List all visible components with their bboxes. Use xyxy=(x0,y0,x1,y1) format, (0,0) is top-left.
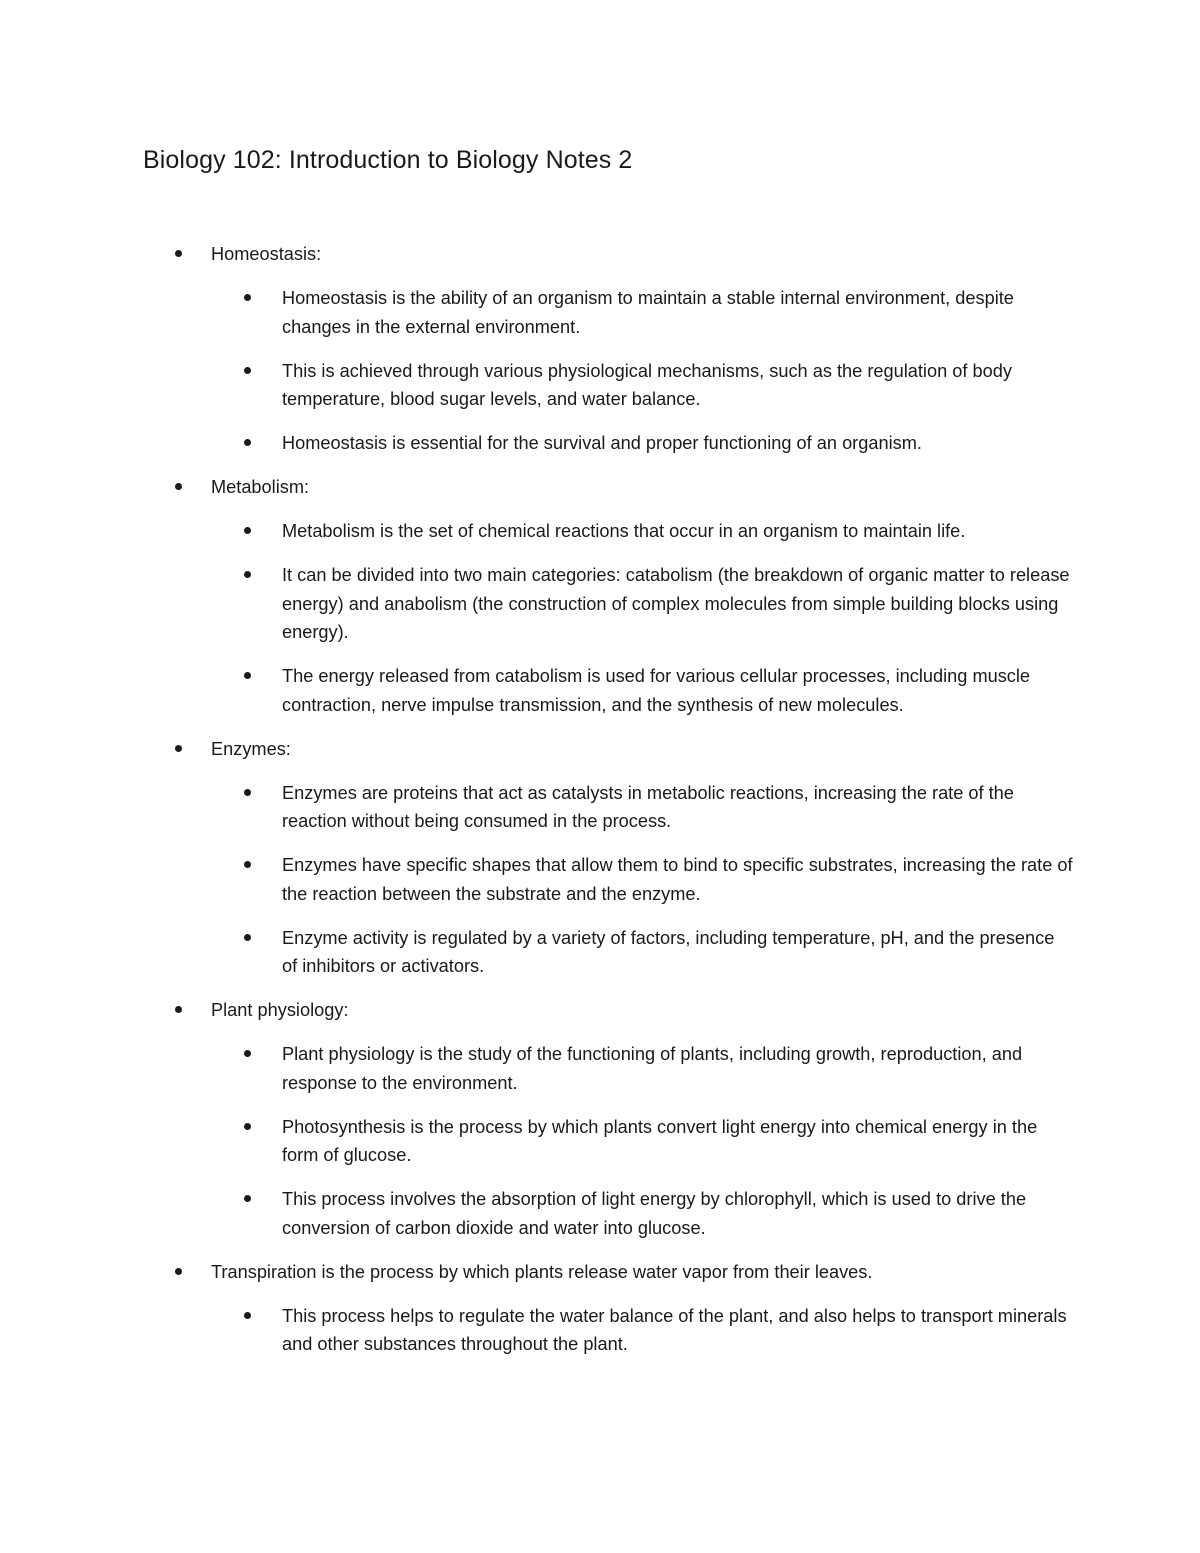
section-heading: Transpiration is the process by which plants release water vapor from their leaves. xyxy=(211,1261,873,1282)
sub-point-text: Enzymes have specific shapes that allow them to bind to specific substrates, increasing the rate of the reaction between the substrate and the enzyme. xyxy=(282,855,1073,904)
sub-point-text: This is achieved through various physiological mechanisms, such as the regulation of body temperature, blood sugar levels, and water balance. xyxy=(282,360,1012,409)
section-homeostasis xyxy=(143,240,1073,458)
sub-point xyxy=(211,429,1073,458)
bullet-icon xyxy=(244,1123,251,1130)
sub-point-list xyxy=(211,517,1073,719)
bullet-icon xyxy=(244,789,251,796)
sub-point xyxy=(211,662,1073,719)
sub-point-text: Photosynthesis is the process by which plants convert light energy into chemical energy in the form of glucose. xyxy=(282,1116,1038,1165)
sub-point-text: Homeostasis is essential for the survival and proper functioning of an organism. xyxy=(282,433,922,453)
section-enzymes xyxy=(143,735,1073,981)
notes-outline xyxy=(143,240,1073,1374)
bullet-icon xyxy=(244,571,251,578)
section-heading: Plant physiology: xyxy=(211,1000,349,1020)
document-title: Biology 102: Introduction to Biology Notes 2 xyxy=(143,146,633,174)
sub-point xyxy=(211,924,1073,981)
sub-point-list xyxy=(211,1302,1073,1359)
sub-point-text: Homeostasis is the ability of an organism to maintain a stable internal environment, despite changes in the external environment. xyxy=(282,288,1014,337)
bullet-icon xyxy=(244,1195,251,1202)
sub-point-list xyxy=(211,284,1073,458)
sub-point-list xyxy=(211,1040,1073,1242)
bullet-icon xyxy=(244,294,251,301)
sub-point xyxy=(211,284,1073,341)
bullet-icon xyxy=(175,483,182,490)
sub-point xyxy=(211,1185,1073,1242)
section-heading: Metabolism: xyxy=(211,477,310,497)
sub-point xyxy=(211,779,1073,836)
sub-point xyxy=(211,1302,1073,1359)
sub-point-text: This process helps to regulate the water balance of the plant, and also helps to transport minerals and other substances throughout the plant. xyxy=(282,1305,1067,1354)
bullet-icon xyxy=(244,934,251,941)
sub-point-text: It can be divided into two main categories: catabolism (the breakdown of organic matter to release energy) and anabolism (the construction of complex molecules from simple building blocks using energy). xyxy=(282,565,1070,642)
section-heading: Enzymes: xyxy=(211,738,291,759)
sub-point xyxy=(211,517,1073,546)
bullet-icon xyxy=(244,861,251,868)
sub-point-text: Enzymes are proteins that act as catalysts in metabolic reactions, increasing the rate of the reaction without being consumed in the process. xyxy=(282,782,1014,831)
bullet-icon xyxy=(175,1268,182,1275)
sub-point-text: The energy released from catabolism is used for various cellular processes, including muscle contraction, nerve impulse transmission, and the synthesis of new molecules. xyxy=(282,666,1031,715)
section-plant-physiology xyxy=(143,996,1073,1242)
sub-point xyxy=(211,1113,1073,1170)
bullet-icon xyxy=(244,672,251,679)
sub-point-text: This process involves the absorption of light energy by chlorophyll, which is used to drive the conversion of carbon dioxide and water into glucose. xyxy=(282,1189,1027,1238)
sub-point-text: Metabolism is the set of chemical reactions that occur in an organism to maintain life. xyxy=(282,521,966,541)
sub-point xyxy=(211,561,1073,647)
section-transpiration xyxy=(143,1258,1073,1359)
bullet-icon xyxy=(244,439,251,446)
section-heading: Homeostasis: xyxy=(211,244,322,264)
sub-point-text: Enzyme activity is regulated by a variety of factors, including temperature, pH, and the presence of inhibitors or activators. xyxy=(282,927,1055,976)
sub-point xyxy=(211,1040,1073,1097)
sub-point-text: Plant physiology is the study of the functioning of plants, including growth, reproduction, and response to the environment. xyxy=(282,1044,1023,1093)
section-metabolism xyxy=(143,473,1073,719)
bullet-icon xyxy=(244,1050,251,1057)
bullet-icon xyxy=(175,250,182,257)
bullet-icon xyxy=(175,1006,182,1013)
sub-point-list xyxy=(211,779,1073,981)
bullet-icon xyxy=(244,527,251,534)
bullet-icon xyxy=(244,367,251,374)
sub-point xyxy=(211,357,1073,414)
bullet-icon xyxy=(244,1312,251,1319)
bullet-icon xyxy=(175,745,182,752)
sub-point xyxy=(211,851,1073,908)
